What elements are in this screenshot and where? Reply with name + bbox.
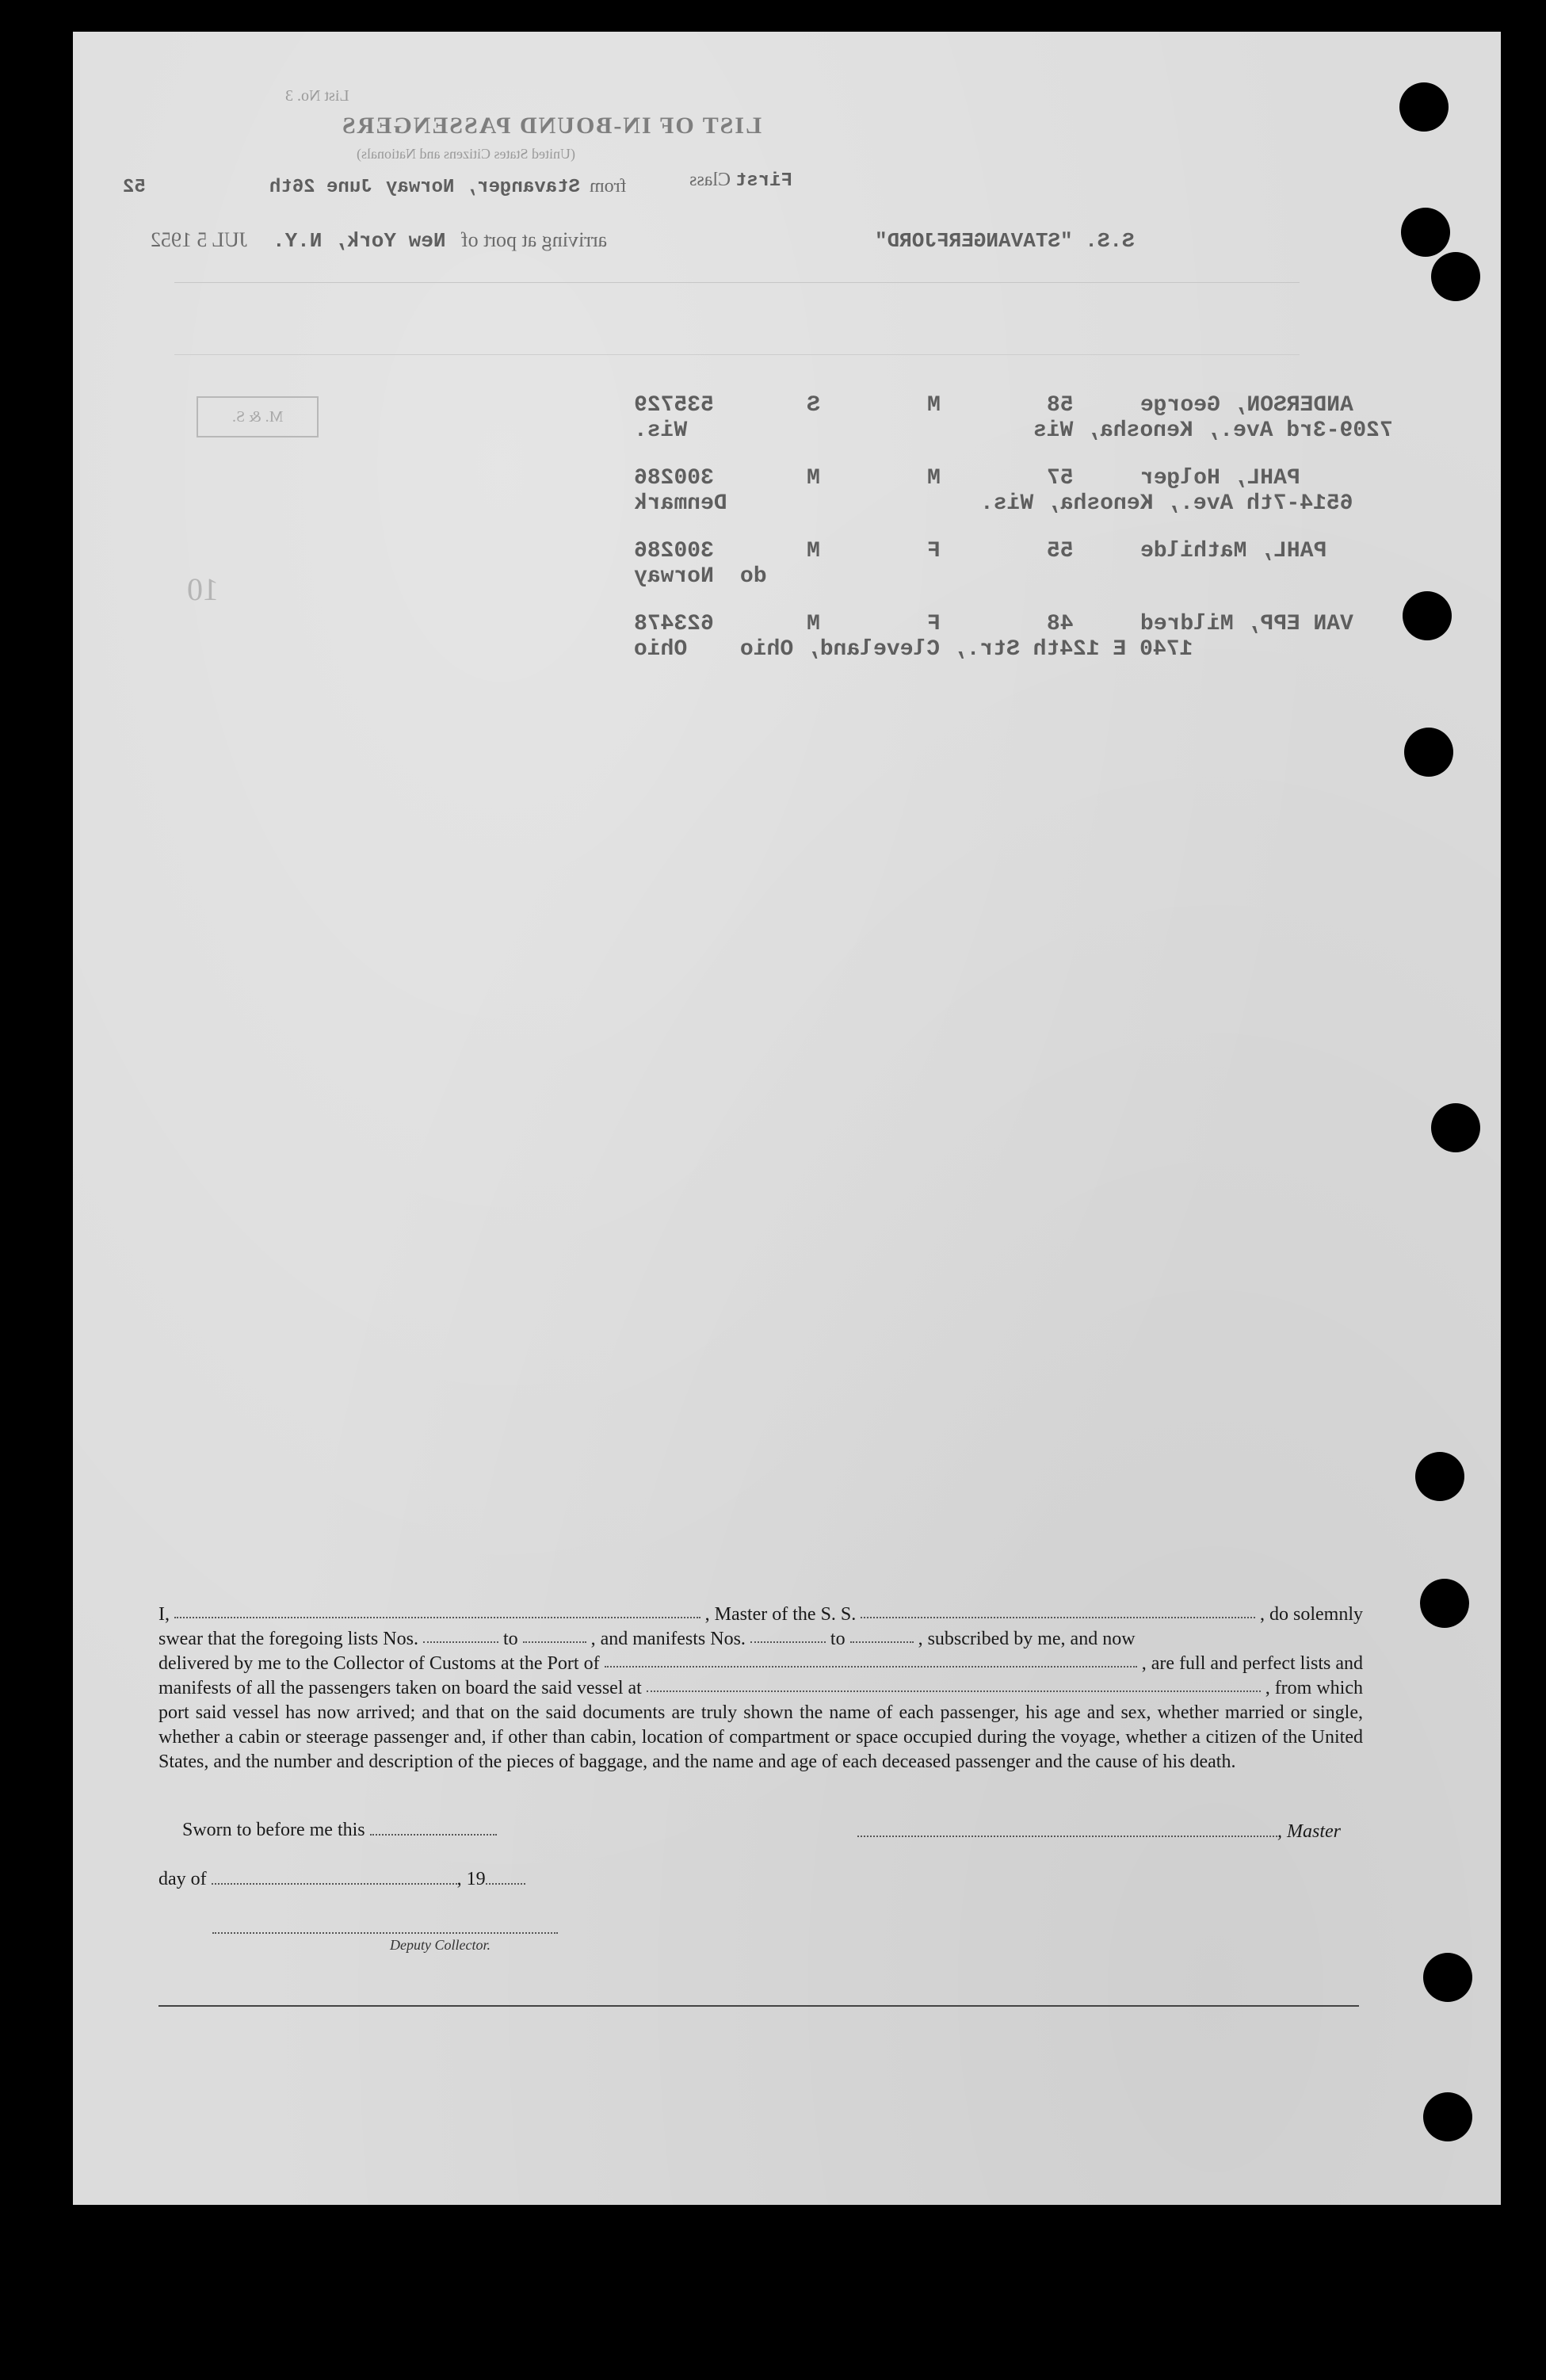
sworn-line: Sworn to before me this — [182, 1820, 497, 1841]
oath-line: delivered by me to the Collector of Customs at the Port of , are full and perfect lists and — [158, 1653, 1363, 1674]
passenger-address: Wis. 7209-3rd Ave., Kenosha, Wis — [634, 418, 1393, 443]
oath-line: manifests of all the passengers taken on board the said vessel at , from which — [158, 1678, 1363, 1698]
voyage-line: 52 June 26th Stavanger, Norway from — [123, 176, 627, 198]
list-number: List No. 3 — [285, 87, 349, 105]
passenger-row: 300286 M F 55 PAHL, Mathilde — [634, 539, 1327, 563]
stamp: M. & S. — [197, 396, 319, 437]
punch-hole — [1404, 728, 1453, 777]
passenger-address: Denmark 6514-7th Ave., Kenosha, Wis. — [634, 491, 1353, 516]
punch-hole — [1401, 208, 1450, 257]
punch-hole — [1399, 82, 1449, 132]
oath-line: swear that the foregoing lists Nos. to , and manifests Nos. to , subscribed by me, and now — [158, 1629, 1136, 1649]
passenger-address: Norway do — [634, 564, 768, 589]
master-oath — [158, 1603, 1363, 1774]
deputy-collector-line — [212, 1918, 558, 1939]
passenger-row: 300286 M M 57 PAHL, Holger — [634, 466, 1300, 491]
day-of-line: day of , 19 — [158, 1869, 525, 1890]
ship-line: JUL 5 1952 New York, N.Y. arriving at port of S.S. "STAVANGERFJORD" — [151, 228, 1136, 253]
punch-hole — [1423, 1953, 1472, 2002]
list-subtitle: (United States Citizens and Nationals) — [357, 146, 575, 162]
punch-hole — [1415, 1452, 1464, 1501]
punch-hole — [1431, 252, 1480, 301]
bottom-rule — [158, 2005, 1359, 2007]
punch-hole — [1420, 1579, 1469, 1628]
master-signature-line: , Master — [857, 1821, 1341, 1843]
oath-line: I, , Master of the S. S. , do solemnly — [158, 1604, 1363, 1625]
punch-hole — [1431, 1103, 1480, 1152]
passenger-row: 535729 S M 58 ANDERSON, George — [634, 393, 1353, 418]
oath-body: port said vessel has now arrived; and that on the said documents are truly shown the name of each passenger, his age and sex, whether married or single, whether a cabin or steerage passenger and, if other than cabin, location of compartment or space occupied during the voyage, whether a citizen of the United States, and the number and description of the pieces of baggage, and the name and age of each deceased passenger and the cause of his death. — [158, 1702, 1363, 1772]
list-title: LIST OF IN-BOUND PASSENGERS — [341, 113, 762, 139]
column-header-rule — [174, 282, 1300, 355]
class-line: Class First — [689, 170, 793, 192]
punch-hole — [1423, 2092, 1472, 2141]
punch-hole — [1403, 591, 1452, 640]
passenger-row: 623478 M F 48 VAN EPP, Mildred — [634, 612, 1353, 636]
margin-note: 10 — [187, 571, 219, 607]
passenger-address: Ohio 1740 E 124th Str., Cleveland, Ohio — [634, 637, 1193, 662]
deputy-collector-label: Deputy Collector. — [390, 1937, 491, 1953]
